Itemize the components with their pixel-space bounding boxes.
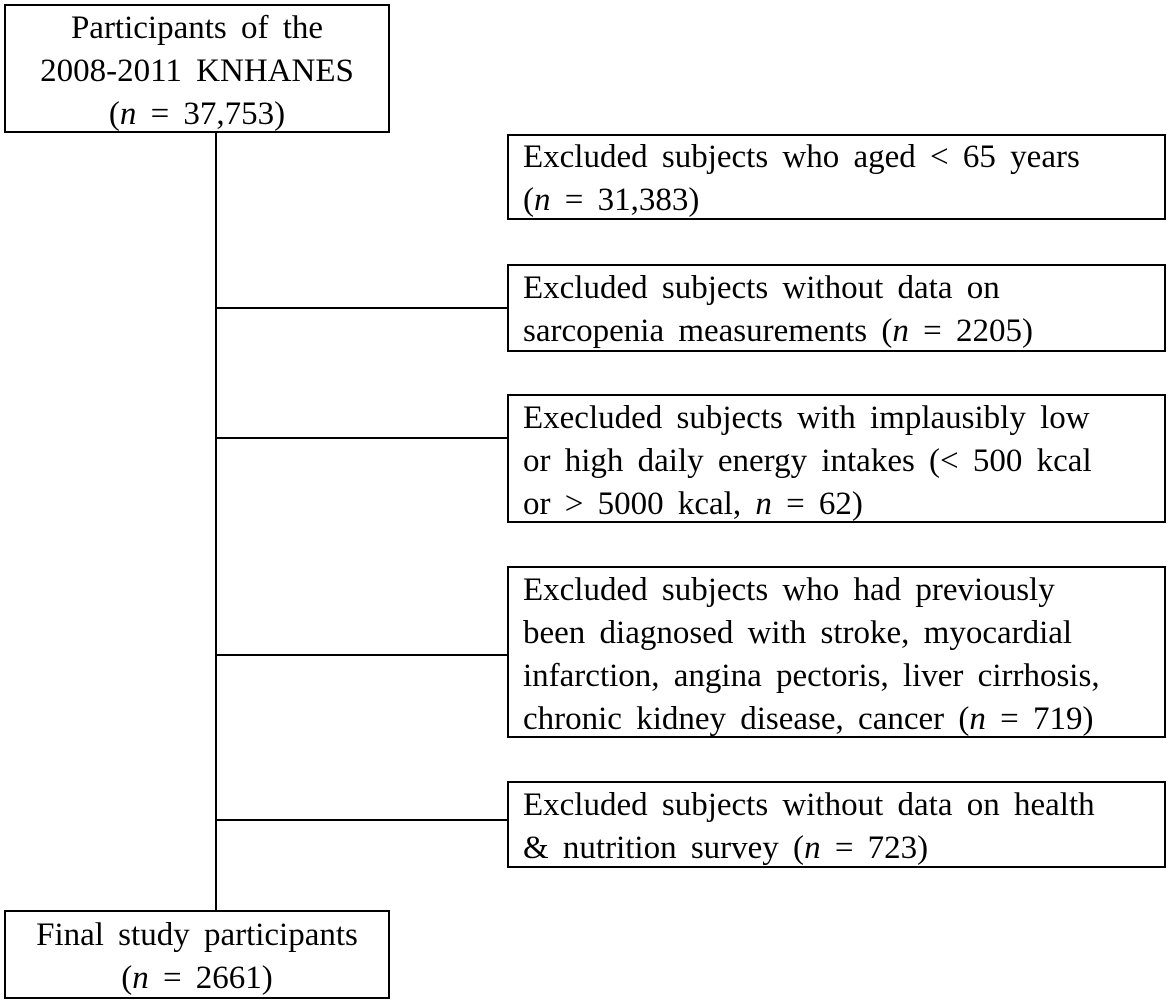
exclusion-1-count — [523, 179, 1164, 222]
exclusion-5-line-1: Excluded subjects without data on health — [523, 787, 1095, 823]
final-count — [6, 957, 388, 1000]
exclusion-4-line-1: Excluded subjects who had previously — [523, 572, 1055, 608]
branch-connector-3 — [215, 437, 507, 439]
exclusion-1-line-1: Excluded subjects who aged < 65 years — [523, 139, 1080, 175]
exclusion-1-count-prefix: ( — [523, 182, 534, 218]
branch-connector-2 — [215, 307, 507, 309]
exclusion-4-line-3: infarction, angina pectoris, liver cirrhosis, — [523, 658, 1100, 694]
exclusion-5-n-symbol: n — [804, 830, 821, 866]
main-vertical-connector — [215, 131, 217, 911]
exclusion-1-n-symbol: n — [534, 182, 551, 218]
start-box-participants — [4, 4, 390, 133]
exclusion-5-count-value: = 723) — [820, 830, 929, 866]
exclusion-3-line-1: Execluded subjects with implausibly low — [523, 400, 1090, 436]
exclusion-2-line-1: Excluded subjects without data on — [523, 270, 1000, 306]
exclusion-3-line-2: or high daily energy intakes (< 500 kcal — [523, 443, 1092, 479]
exclusion-box-energy-intake — [507, 394, 1166, 523]
exclusion-3-count — [523, 483, 1164, 526]
exclusion-4-line-2: been diagnosed with stroke, myocardial — [523, 615, 1073, 651]
exclusion-5-count-prefix: & nutrition survey ( — [523, 830, 805, 866]
exclusion-4-count-value: = 719) — [985, 701, 1094, 737]
branch-connector-4 — [215, 654, 507, 656]
exclusion-3-count-prefix: or > 5000 kcal, — [523, 486, 756, 522]
final-box-participants — [4, 910, 390, 999]
exclusion-box-diagnoses — [507, 566, 1166, 738]
final-count-n-symbol: n — [132, 960, 149, 996]
exclusion-5-count — [523, 827, 1164, 870]
start-line-2: 2008-2011 KNHANES — [40, 53, 354, 89]
exclusion-3-count-value: = 62) — [771, 486, 863, 522]
exclusion-4-n-symbol: n — [969, 701, 986, 737]
start-count-open: ( — [108, 96, 120, 132]
exclusion-2-count — [523, 310, 1164, 353]
final-count-open: ( — [121, 960, 133, 996]
exclusion-4-count-prefix: chronic kidney disease, cancer ( — [523, 701, 970, 737]
exclusion-box-survey — [507, 781, 1166, 868]
exclusion-1-count-value: = 31,383) — [550, 182, 700, 218]
start-count-n-symbol: n — [119, 96, 137, 132]
exclusion-box-sarcopenia — [507, 264, 1166, 352]
exclusion-3-n-symbol: n — [755, 486, 772, 522]
exclusion-box-age — [507, 134, 1166, 220]
start-line-1: Participants of the — [70, 10, 324, 46]
branch-connector-5 — [215, 819, 507, 821]
exclusion-2-count-value: = 2205) — [908, 313, 1033, 349]
start-count — [6, 93, 388, 136]
exclusion-4-count — [523, 698, 1164, 741]
exclusion-2-n-symbol: n — [892, 313, 909, 349]
final-line-1: Final study participants — [36, 917, 358, 953]
start-count-value: = 37,753) — [136, 96, 286, 132]
final-count-value: = 2661) — [148, 960, 273, 996]
exclusion-2-count-prefix: sarcopenia measurements ( — [523, 313, 893, 349]
